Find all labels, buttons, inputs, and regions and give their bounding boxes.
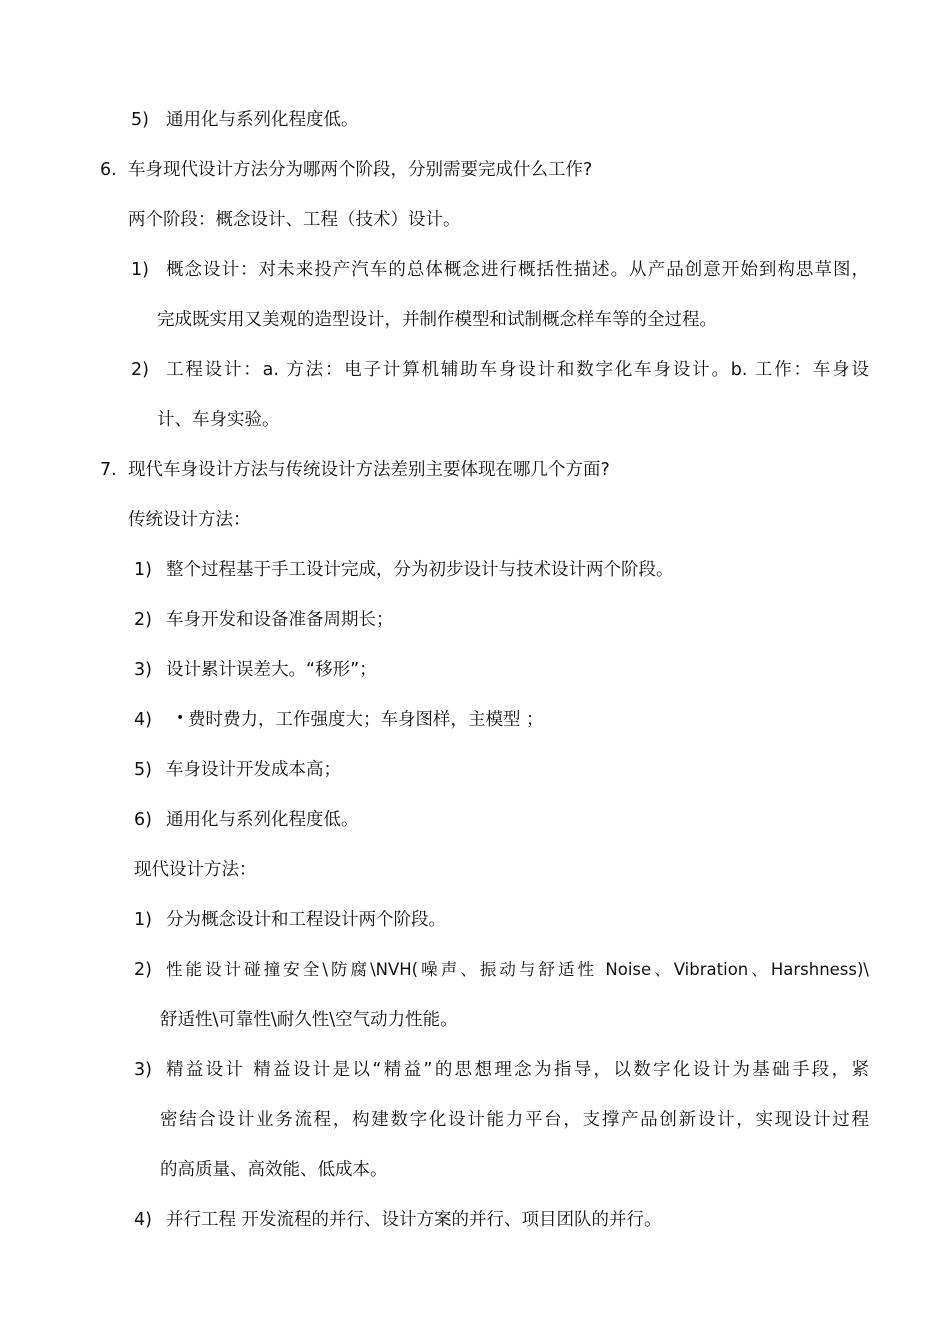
list-item-continuation: 舒适性\可靠性\耐久性\空气动力性能。 [160, 1010, 458, 1030]
answer-intro: 两个阶段：概念设计、工程（技术）设计。 [128, 210, 461, 230]
list-item-text: 性能设计碰撞安全\防腐\NVH(噪声、振动与舒适性 Noise、Vibration、Harshness)\ [166, 960, 869, 979]
list-item-text: 概念设计：对未来投产汽车的总体概念进行概括性描述。从产品创意开始到构思草图， [166, 260, 869, 280]
list-item-text: 设计累计误差大。“移形”； [166, 660, 377, 680]
list-number: 2) [131, 360, 149, 380]
list-number: 1) [134, 910, 152, 930]
list-item-text: 工程设计：a. 方法：电子计算机辅助车身设计和数字化车身设计。b. 工作：车身设 [166, 360, 869, 380]
list-item-text: 通用化与系列化程度低。 [166, 810, 359, 830]
list-item-continuation: 密结合设计业务流程，构建数字化设计能力平台，支撑产品创新设计，实现设计过程 [160, 1110, 869, 1130]
list-number: 5) [131, 110, 149, 130]
list-item-continuation: 的高质量、高效能、低成本。 [160, 1160, 388, 1180]
list-number: 1) [131, 260, 149, 280]
list-item-text: 精益设计 精益设计是以“精益”的思想理念为指导，以数字化设计为基础手段，紧 [166, 1060, 869, 1080]
list-number: 2) [134, 610, 152, 630]
list-item-continuation: 完成既实用又美观的造型设计，并制作模型和试制概念样车等的全过程。 [157, 310, 717, 330]
question-number: 6. [100, 160, 117, 180]
list-item-text: 整个过程基于手工设计完成，分为初步设计与技术设计两个阶段。 [166, 560, 674, 580]
list-number: 4) [134, 710, 152, 730]
list-item-text: 分为概念设计和工程设计两个阶段。 [166, 910, 446, 930]
list-item-text: 车身设计开发成本高； [166, 760, 341, 780]
list-item-text: 费时费力，工作强度大；车身图样，主模型 ； [188, 710, 544, 730]
question-number: 7. [100, 460, 117, 480]
bullet-icon: • [176, 710, 185, 726]
list-number: 6) [134, 810, 152, 830]
list-number: 1) [134, 560, 152, 580]
question-text: 现代车身设计方法与传统设计方法差别主要体现在哪几个方面? [128, 460, 610, 480]
list-item-continuation: 计、车身实验。 [157, 410, 280, 430]
section-heading: 传统设计方法： [128, 510, 251, 530]
list-number: 5) [134, 760, 152, 780]
list-item-text: 通用化与系列化程度低。 [166, 110, 359, 130]
list-number: 4) [134, 1210, 152, 1230]
list-item-text: 并行工程 开发流程的并行、设计方案的并行、项目团队的并行。 [166, 1210, 662, 1230]
list-number: 3) [134, 1060, 152, 1080]
list-item-text: 车身开发和设备准备周期长； [166, 610, 394, 630]
question-text: 车身现代设计方法分为哪两个阶段，分别需要完成什么工作? [128, 160, 593, 180]
section-heading: 现代设计方法： [134, 860, 257, 880]
list-number: 2) [134, 960, 152, 980]
list-number: 3) [134, 660, 152, 680]
